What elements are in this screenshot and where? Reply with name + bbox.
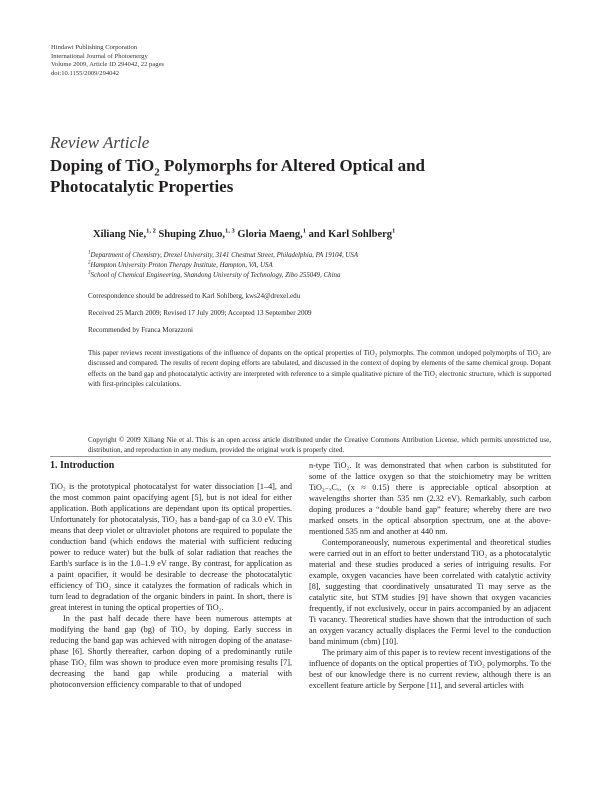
affiliation-item (88, 251, 358, 261)
doi-line: doi:10.1155/2009/294042 (51, 69, 120, 77)
author-name: Shuping Zhuo, (155, 229, 226, 240)
author-list (93, 229, 395, 240)
publisher-line: Hindawi Publishing Corporation (51, 44, 138, 51)
affiliation-text: Department of Chemistry, Drexel University, 3141 Chestnut Street, Philadelphia, PA 19104, USA (90, 252, 359, 259)
author-affiliation-mark: 1 (302, 227, 306, 235)
section-heading: 1. Introduction (50, 460, 115, 471)
title-part1: Doping of TiO (50, 156, 155, 175)
title-part2: Polymorphs for Altered Optical and Photocatalytic Properties (50, 156, 425, 196)
correspondence-line: Correspondence should be addressed to Karl Sohlberg, kws24@drexel.edu (88, 292, 301, 300)
dates-line: Received 25 March 2009; Revised 17 July 2009; Accepted 13 September 2009 (88, 309, 312, 317)
left-column (50, 481, 292, 690)
journal-name: International Journal of Photoenergy (51, 52, 148, 60)
paragraph: The primary aim of this paper is to review recent investigations of the influence of dopants on the optical properties of TiO₂ polymorphs. To the best of our knowledge there is no current review, although there is an excellent feature article by Serpone [11], and several articles with (309, 648, 551, 690)
author-name: Xiliang Nie, (93, 229, 147, 240)
affiliation-item (88, 271, 358, 281)
affiliation-text: School of Chemical Engineering, Shandong University of Technology, Zibo 255049, China (90, 272, 341, 280)
title-subscript: 2 (154, 166, 160, 179)
affiliation-text: Hampton University Proton Therapy Institute, Hampton, VA, USA (90, 262, 273, 270)
paragraph: TiO₂ is the prototypical photocatalyst for water dissociation [1–4], and the most common paint opacifying agent [5], but is not ideal for either application. Both applications are dependant upon its optical properties. Unfortunately for photocatalysis, TiO₂ has a band-gap of ca 3.0 eV. This means that deep violet or ultraviolet photons are required to populate the conduction band (which endows the material with sufficient reducing power to reduce water) but the bulk of solar radiation that reaches the Earth's surface is in the 1.0–1.9 eV range. By contrast, for application as a paint opacifier, it would be desirable to decrease the photocatalytic efficiency of TiO₂ since it catalyzes the formation of radicals which in turn lead to degradation of the organic binders in paint. In short, there is great interest in tuning the optical properties of TiO₂. (50, 482, 292, 612)
paragraph: In the past half decade there have been numerous attempts at modifying the band gap (bg) of TiO₂ by doping. Early success in reducing the band gap was achieved with nitrogen doping of the anatase-phase [6]. Shortly thereafter, carbon doping of a predominantly rutile phase TiO₂ film was shown to produce even more promising results [7], decreasing the band gap while producing a material with photoconversion efficiency comparable to that of undoped (50, 614, 292, 689)
affiliation-number: 1 (88, 250, 91, 256)
affiliation-number: 2 (88, 260, 91, 266)
copyright-notice: Copyright © 2009 Xiliang Nie et al. This is an open access article distributed under the Creative Commons Attribution License, which permits unrestricted use, distribution, and reproduction in any medium, provided the original work is properly cited. (88, 436, 551, 455)
right-column (309, 460, 551, 691)
author-affiliation-mark: 1, 3 (225, 227, 235, 235)
affiliation-item (88, 261, 358, 271)
article-type: Review Article (50, 133, 150, 152)
recommended-line: Recommended by Franca Morazzoni (88, 326, 193, 334)
affiliation-list (88, 251, 358, 282)
section-divider (50, 456, 551, 457)
author-affiliation-mark: 1 (392, 227, 396, 235)
author-affiliation-mark: 1, 2 (146, 227, 156, 235)
article-title (50, 155, 490, 197)
volume-line: Volume 2009, Article ID 294042, 22 pages (51, 61, 165, 69)
abstract: This paper reviews recent investigations of the influence of dopants on the optical properties of TiO₂ polymorphs. The common undoped polymorphs of TiO₂ are discussed and compared. The results of recent doping efforts are tabulated, and discussed in the context of doping by elements of the same chemical group. Dopant effects on the band gap and photocatalytic activity are interpreted with reference to a simple qualitative picture of the TiO₂ electronic structure, which is supported with first-principles calculations. (88, 349, 551, 389)
paragraph: n-type TiO₂. It was demonstrated that when carbon is substituted for some of the lattice oxygen so that the stoichiometry may be written TiO₂₋ₓCₓ, (x ≈ 0.15) there is appreciable optical absorption at wavelengths shorter than 535 nm (2.32 eV). Remarkably, such carbon doping produces a “double band gap” feature; whereby there are two marked onsets in the optical absorption spectrum, one at the above-mentioned 535 nm and another at 440 nm. (309, 461, 551, 536)
journal-header (51, 44, 164, 78)
author-name: and Karl Sohlberg (305, 229, 393, 240)
affiliation-number: 3 (88, 271, 91, 277)
paragraph: Contemporaneously, numerous experimental and theoretical studies were carried out in an effort to better understand TiO₂ as a photocatalytic material and these studies produced a series of intriguing results. For example, oxygen vacancies have been correlated with catalytic activity [8], suggesting that coordinatively unsaturated Ti may serve as the catalytic site, but STM studies [9] have shown that oxygen vacancies frequently, if not exclusively, occur in pairs accompanied by an adjacent Ti vacancy. Theoretical studies have shown that the introduction of such an oxygen vacancy actually displaces the Fermi level to the conduction band minimum (cbm) [10]. (309, 538, 551, 646)
author-name: Gloria Maeng, (234, 229, 303, 240)
